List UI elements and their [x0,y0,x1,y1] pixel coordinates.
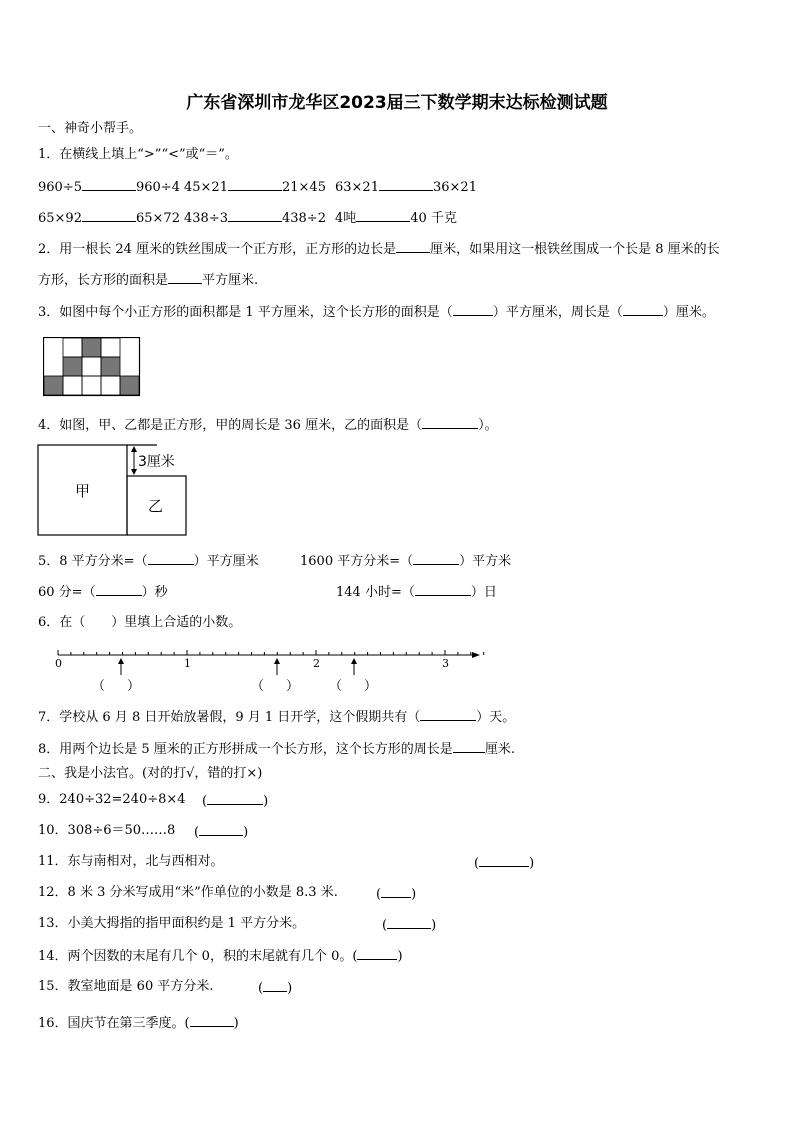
q3-text-part: ）厘米。 [662,305,715,320]
paren-close: ) [397,949,403,964]
q5-text: 5．8 平方分米=（ [38,554,148,569]
paren-open: ( [376,887,382,902]
tick-label-0: 0 [55,657,62,670]
paren-open: （ [92,679,106,694]
q3-text [38,302,715,322]
grid-shaded-cell [44,376,63,395]
number-line-arrow [472,652,480,658]
answer-blank[interactable] [96,582,142,596]
q5-item-b [300,551,511,571]
answer-blank[interactable] [453,739,485,753]
tf-statement: 16．国庆节在第三季度。 [38,1016,185,1031]
q2-text: 厘米，如果用这一根铁丝围成一个长是 8 厘米的长 [430,242,720,257]
q4-squares-figure [37,444,197,538]
q3-grid-figure [43,337,141,397]
grid-shaded-cell [120,376,139,395]
q5-text: 60 分=（ [38,585,96,600]
q1-stem: 1．在横线上填上“>”“<”或“＝”。 [38,147,238,162]
answer-blank[interactable] [148,551,194,565]
tf-answer-15[interactable] [258,978,292,998]
paren-close: ） [364,679,378,694]
tf-item-16 [38,1013,239,1033]
answer-blank[interactable] [396,239,430,253]
q5-text: ）日 [470,585,497,600]
answer-blank[interactable] [623,302,663,316]
label-jia: 甲 [75,482,91,500]
q7-text-part: ）天。 [476,710,516,725]
answer-blank[interactable] [357,946,397,960]
q1-expr-right: 960÷4 [135,180,180,195]
q1-item [335,208,457,228]
arrow-head-up [131,446,137,452]
answer-blank [207,791,263,805]
q5-text: ）平方米 [459,554,512,569]
tick-label-1: 1 [184,657,191,670]
q5-text: 1600 平方分米=（ [300,554,414,569]
answer-blank [199,822,243,836]
answer-blank[interactable] [413,551,459,565]
answer-blank[interactable] [228,177,282,191]
tf-statement: 9．240÷32=240÷8×4 [38,792,186,807]
paren-open: ( [382,918,388,933]
q1-expr-left: 960÷5 [38,180,82,195]
tf-statement: 11．东与南相对，北与西相对。 [38,854,224,869]
q1-expr-left: 63×21 [335,180,379,195]
q6-answer-paren-1[interactable] [92,678,140,696]
q5-text: ）平方厘米 [193,554,259,569]
tf-statement: 13．小美大拇指的指甲面积约是 1 平方分米。 [38,916,306,931]
tf-statement: 14．两个因数的末尾有几个 0，积的末尾就有几个 0。 [38,949,353,964]
q1-expr-left: 65×92 [38,211,82,226]
answer-blank [387,915,431,929]
paren-close: ) [431,918,437,933]
tf-item-12 [38,884,338,902]
q6-answer-paren-2[interactable] [251,678,299,696]
q1-expr-right: 65×72 [135,211,180,226]
tf-item-9 [38,791,186,809]
tf-statement: 12．8 米 3 分米写成用“米”作单位的小数是 8.3 米. [38,885,338,900]
q3-text-part: ）平方厘米，周长是（ [492,305,623,320]
q8-text [38,739,515,759]
q5-item-a [38,551,259,571]
q1-item [38,177,180,197]
tf-item-13 [38,915,305,933]
q3-text-part: 3．如图中每个小正方形的面积都是 1 平方厘米，这个长方形的面积是（ [38,305,453,320]
q2-text-line2 [38,270,258,290]
tf-statement: 15．教室地面是 60 平方分米. [38,979,214,994]
number-line-ticks [58,650,484,655]
answer-blank[interactable] [356,208,410,222]
q1-item [184,177,326,197]
q1-expr-left: 4吨 [335,211,357,226]
answer-blank[interactable] [228,208,282,222]
up-arrow-2 [274,658,280,675]
q1-expr-right: 40 千克 [410,211,457,226]
q4-text [38,415,498,435]
paren-open: （ [329,679,343,694]
paren-open: ( [202,794,208,809]
arrow-head-down [131,469,137,475]
answer-blank[interactable] [453,302,493,316]
q1-expr-left: 45×21 [184,180,228,195]
q1-item [38,208,180,228]
paren-open: ( [258,981,264,996]
answer-blank[interactable] [379,177,433,191]
q2-text: 2．用一根长 24 厘米的铁丝围成一个正方形，正方形的边长是 [38,242,397,257]
q2-text: 平方厘米. [202,273,259,288]
label-dimension: 3厘米 [138,454,175,470]
tf-answer-9[interactable] [202,791,268,811]
paren-open: ( [184,1016,190,1031]
q5-item-d [336,582,497,602]
q4-text-part: ）。 [478,418,498,433]
paren-open: ( [194,825,200,840]
tf-statement: 10．308÷6＝50……8 [38,823,176,838]
q7-text-part: 7．学校从 6 月 8 日开始放暑假，9 月 1 日开学，这个假期共有（ [38,710,421,725]
answer-blank[interactable] [168,270,202,284]
paren-close: ） [127,679,141,694]
tf-item-11 [38,853,224,871]
paren-close: ) [529,856,535,871]
answer-blank [381,884,411,898]
tick-label-3: 3 [442,657,449,670]
paren-open: （ [251,679,265,694]
answer-blank[interactable] [415,582,471,596]
q5-text: ）秒 [141,585,168,600]
q1-expr-right: 36×21 [432,180,477,195]
section-heading-2: 二、我是小法官。(对的打√，错的打×) [38,766,263,781]
q8-text-part: 厘米. [484,742,515,757]
label-yi: 乙 [148,497,164,515]
q5-text: 144 小时=（ [336,585,415,600]
paren-close: ) [411,887,417,902]
q1-item [184,208,326,228]
paren-open: ( [352,949,358,964]
tick-label-2: 2 [313,657,320,670]
grid-shaded-cell [82,338,101,357]
q2-text: 方形，长方形的面积是 [38,273,169,288]
answer-blank[interactable] [190,1013,234,1027]
tf-item-15 [38,978,213,996]
q5-item-c [38,582,168,602]
tf-answer-13[interactable] [382,915,436,935]
tf-answer-12[interactable] [376,884,416,904]
q1-expr-left: 438÷3 [184,211,228,226]
paren-close: ) [287,981,293,996]
page-title: 广东省深圳市龙华区2023届三下数学期末达标检测试题 [186,93,608,113]
tf-item-14 [38,946,403,966]
answer-blank[interactable] [82,208,136,222]
q6-answer-paren-3[interactable] [329,678,377,696]
answer-blank [263,978,287,992]
paren-open: ( [474,856,480,871]
grid-shaded-cell [101,357,120,376]
q1-expr-right: 21×45 [281,180,326,195]
tf-answer-11[interactable] [474,853,534,873]
q1-expr-right: 438÷2 [281,211,326,226]
paren-close: ) [233,1016,239,1031]
q4-text-part: 4．如图，甲、乙都是正方形，甲的周长是 36 厘米，乙的面积是（ [38,418,423,433]
answer-blank[interactable] [82,177,136,191]
q6-stem: 6．在（ ）里填上合适的小数。 [38,615,242,630]
paren-close: ) [263,794,269,809]
q1-item [335,177,477,197]
up-arrow-1 [118,658,124,675]
up-arrow-3 [351,658,357,675]
paren-close: ） [286,679,300,694]
q8-text-part: 8．用两个边长是 5 厘米的正方形拼成一个长方形，这个长方形的周长是 [38,742,453,757]
answer-blank[interactable] [420,707,476,721]
tf-item-10 [38,822,175,840]
tf-answer-10[interactable] [194,822,248,842]
grid-shaded-cell [63,357,82,376]
section-heading-1: 一、神奇小帮手。 [38,121,143,136]
answer-blank [479,853,529,867]
answer-blank[interactable] [422,415,478,429]
q2-text-line1 [38,239,720,259]
q7-text [38,707,515,727]
paren-close: ) [243,825,249,840]
